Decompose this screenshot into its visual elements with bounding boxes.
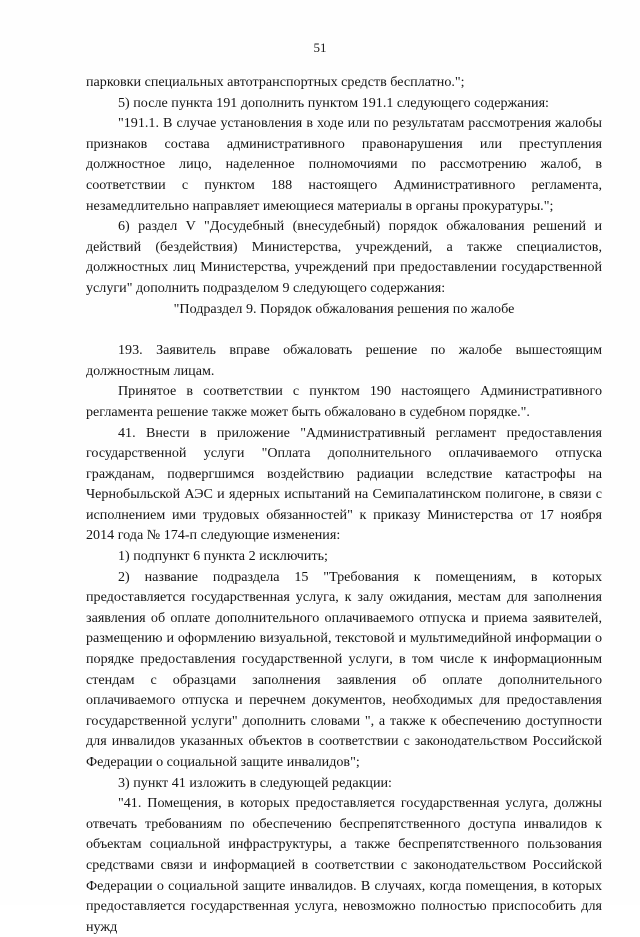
paragraph: 1) подпункт 6 пункта 2 исключить; (118, 548, 328, 565)
page-number: 51 (313, 40, 327, 55)
paragraph: "191.1. В случае установления в ходе или по результатам рассмотрения жалобы признаков состава административного правонарушения или преступления должностное лицо, наделенное полномочиями по рассмотрению жалоб, в соответствии с пунктом 188 настоящего Административного регламента, незамедлительно направляет имеющиеся материалы в органы прокуратуры."; (86, 115, 602, 214)
paragraph: 6) раздел V "Досудебный (внесудебный) порядок обжалования решений и действий (бездействия) Министерства, учреждений, а также специалистов, должностных лиц Министерства, учреждений при предоставлении государственной услуги" дополнить подразделом 9 следующего содержания: (86, 218, 602, 296)
paragraph: 41. Внести в приложение "Административный регламент предоставления государственной услуги "Оплата дополнительного оплачиваемого отпуска гражданам, подвергшимся воздействию радиации вследствие катастрофы на Чернобыльской АЭС и ядерных испытаний на Семипалатинском полигоне, в связи с исполнением ими трудовых обязанностей" к приказу Министерства от 17 ноября 2014 года № 174-п следующие изменения: (86, 424, 602, 544)
paragraph: Принятое в соответствии с пунктом 190 настоящего Административного регламента решение также может быть обжаловано в судебном порядке.". (86, 383, 602, 420)
document-body (86, 72, 602, 937)
subsection-heading: "Подраздел 9. Порядок обжалования решения по жалобе (173, 300, 515, 317)
paragraph: 5) после пункта 191 дополнить пунктом 191.1 следующего содержания: (118, 94, 549, 111)
paragraph: парковки специальных автотранспортных средств бесплатно."; (86, 74, 465, 90)
paragraph: 193. Заявитель вправе обжаловать решение по жалобе вышестоящим должностным лицам. (86, 342, 602, 379)
blank-line (86, 319, 602, 340)
paragraph: 3) пункт 41 изложить в следующей редакции: (118, 774, 392, 791)
paragraph: 2) название подраздела 15 "Требования к помещениям, в которых предоставляется государственная услуга, к залу ожидания, местам для заполнения заявления об оплате дополнительного оплачиваемого отпуска и приема заявителей, размещению и оформлению визуальной, текстовой и мультимедийной информации о порядке предоставления государственной услуги, в том числе к информационным стендам с образцами заполнения заявления об оплате дополнительного оплачиваемого отпуска и перечнем документов, необходимых для предоставления государственной услуги" дополнить словами ", а также к обеспечению доступности для инвалидов указанных объектов в соответствии с законодательством Российской Федерации о социальной защите инвалидов"; (86, 568, 602, 770)
paragraph: "41. Помещения, в которых предоставляется государственная услуга, должны отвечать требованиям по обеспечению беспрепятственного доступа инвалидов к объектам социальной инфраструктуры, а также беспрепятственного пользования средствами связи и информацией в соответствии с законодательством Российской Федерации о социальной защите инвалидов. В случаях, когда помещения, в которых предоставляется государственная услуга, невозможно полностью приспособить для нужд (86, 795, 602, 935)
